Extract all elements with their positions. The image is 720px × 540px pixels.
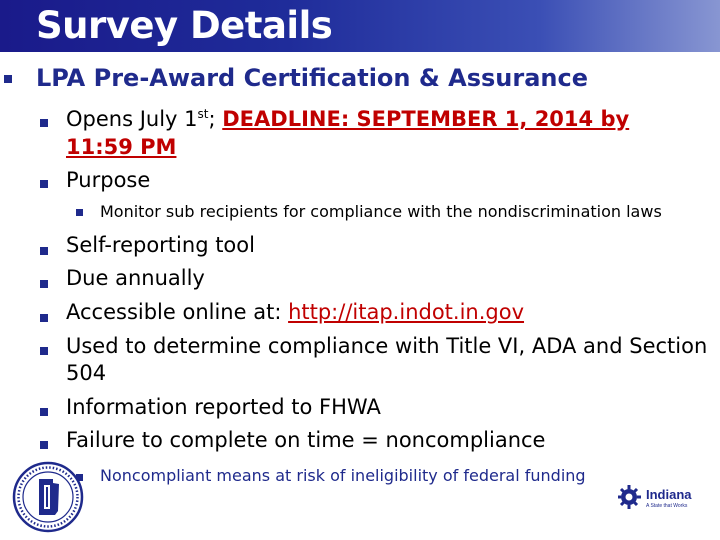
bullet-icon <box>40 441 48 449</box>
access-label: Accessible online at: <box>66 300 289 324</box>
opens-line <box>66 107 629 131</box>
bullet-icon <box>40 119 48 127</box>
logo-tagline: A State that Works <box>646 503 688 509</box>
logo-text: Indiana <box>646 487 692 502</box>
deadline-text: DEADLINE: SEPTEMBER 1, 2014 by <box>222 107 630 131</box>
self-reporting-item: Self-reporting tool <box>66 233 255 257</box>
purpose-item: Purpose <box>66 168 151 192</box>
indiana-logo-icon <box>618 484 718 510</box>
bullet-icon <box>40 347 48 355</box>
deadline-text-cont: 11:59 PM <box>66 135 177 159</box>
bullet-icon <box>40 314 48 322</box>
itap-link[interactable]: http://itap.indot.in.gov <box>288 300 525 324</box>
opens-sup: st <box>197 107 209 121</box>
page-title: Survey Details <box>36 4 333 47</box>
due-item: Due annually <box>66 266 205 290</box>
used-item: Used to determine compliance with Title VI, ADA and Section <box>66 334 708 358</box>
opens-sep: ; <box>208 107 223 131</box>
info-item: Information reported to FHWA <box>66 395 381 419</box>
bullet-icon <box>40 247 48 255</box>
bullet-icon <box>4 75 12 83</box>
indot-seal-icon <box>12 461 84 533</box>
bullet-icon <box>40 280 48 288</box>
section-heading: LPA Pre-Award Certification & Assurance <box>36 64 588 92</box>
opens-text: Opens July 1 <box>66 107 198 131</box>
purpose-sub-item: Monitor sub recipients for compliance with the nondiscrimination laws <box>100 202 662 221</box>
failure-sub-item: Noncompliant means at risk of ineligibility of federal funding <box>100 466 586 485</box>
used-item-cont: 504 <box>66 361 107 385</box>
bullet-icon <box>76 209 83 216</box>
title-bar <box>0 0 720 52</box>
bullet-icon <box>40 180 48 188</box>
access-item <box>66 300 524 324</box>
bullet-icon <box>40 408 48 416</box>
failure-item: Failure to complete on time = noncompliance <box>66 428 546 452</box>
